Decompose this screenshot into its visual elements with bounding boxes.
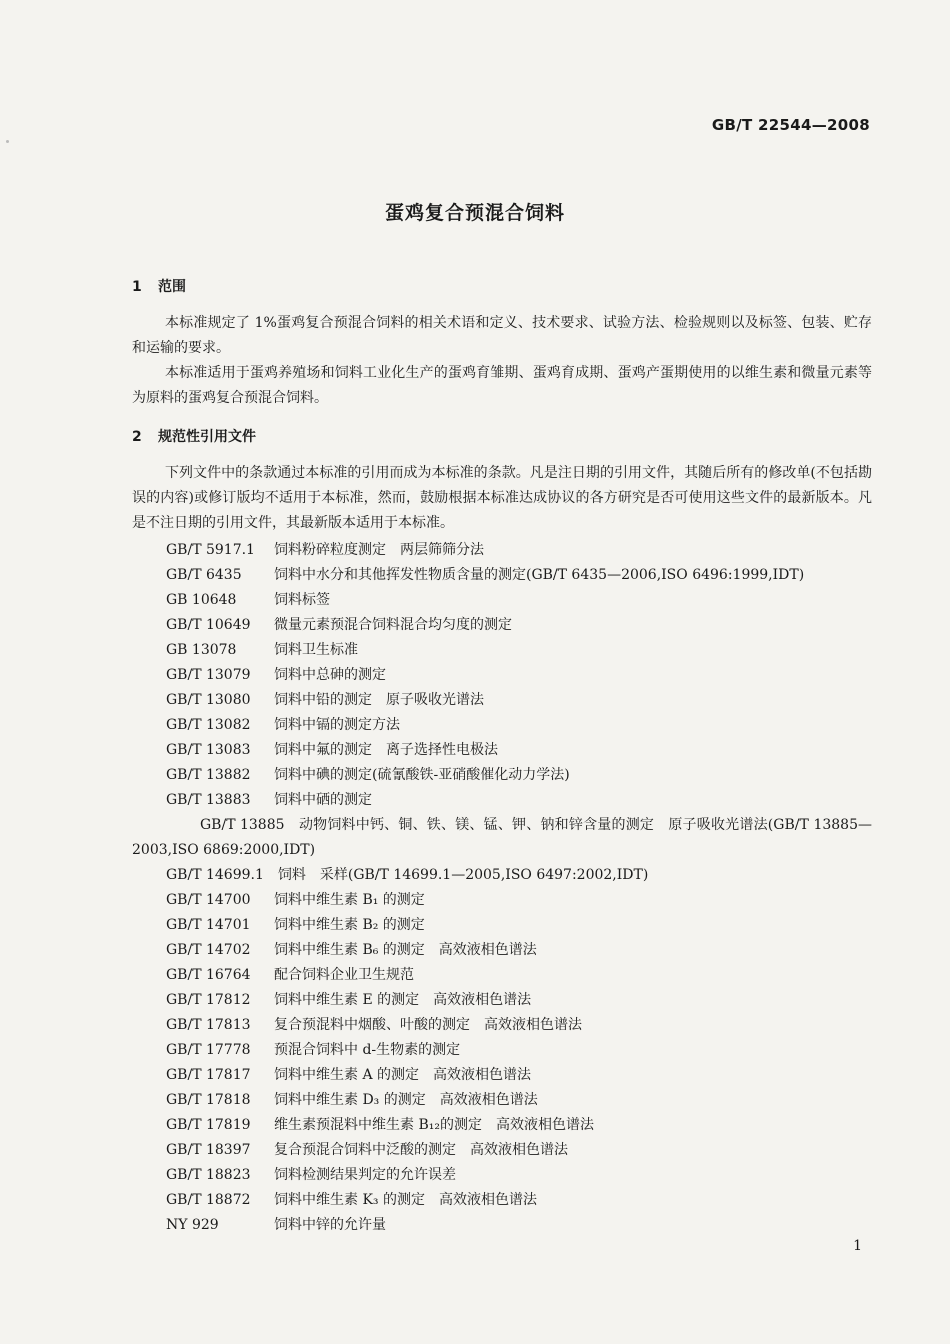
reference-item bbox=[166, 963, 876, 988]
reference-title: 饲料中维生素 B₁ 的测定 bbox=[274, 892, 425, 908]
reference-title: 饲料中硒的测定 bbox=[274, 792, 372, 808]
section-heading-1 bbox=[132, 276, 186, 296]
page-number: 1 bbox=[853, 1238, 862, 1254]
reference-code: GB/T 17819 bbox=[166, 1117, 251, 1133]
reference-item bbox=[166, 1013, 876, 1038]
reference-code: GB/T 13079 bbox=[166, 667, 251, 683]
reference-title: 微量元素预混合饲料混合均匀度的测定 bbox=[274, 617, 512, 633]
reference-code: GB/T 18823 bbox=[166, 1167, 251, 1183]
reference-code: GB/T 14701 bbox=[166, 917, 251, 933]
reference-code: GB/T 13082 bbox=[166, 717, 251, 733]
reference-code: GB/T 13882 bbox=[166, 767, 251, 783]
reference-code: GB/T 10649 bbox=[166, 617, 251, 633]
reference-title: 饲料中维生素 E 的测定 高效液相色谱法 bbox=[274, 992, 532, 1008]
reference-item bbox=[166, 888, 876, 913]
reference-code: GB/T 13883 bbox=[166, 792, 251, 808]
paragraph: 下列文件中的条款通过本标准的引用而成为本标准的条款。凡是注日期的引用文件，其随后所有的修改单(不包括勘误的内容)或修订版均不适用于本标准，然而，鼓励根据本标准达成协议的各方研究是否可使用这些文件的最新版本。凡是不注日期的引用文件，其最新版本适用于本标准。 bbox=[132, 465, 872, 531]
reference-code: GB/T 13080 bbox=[166, 692, 251, 708]
reference-title: 预混合饲料中 d-生物素的测定 bbox=[274, 1042, 461, 1058]
reference-title: 饲料中总砷的测定 bbox=[274, 667, 386, 683]
reference-item bbox=[166, 1088, 876, 1113]
scan-speck bbox=[6, 140, 9, 143]
document-title: 蛋鸡复合预混合饲料 bbox=[384, 202, 565, 224]
reference-item bbox=[166, 913, 876, 938]
reference-item bbox=[166, 763, 876, 788]
reference-title: 饲料卫生标准 bbox=[274, 642, 358, 658]
reference-item bbox=[166, 588, 876, 613]
reference-title: 饲料粉碎粒度测定 两层筛筛分法 bbox=[274, 542, 484, 558]
reference-title: 饲料标签 bbox=[274, 592, 330, 608]
reference-code: GB/T 13083 bbox=[166, 742, 251, 758]
reference-item bbox=[166, 663, 876, 688]
reference-code: GB/T 14699.1 bbox=[166, 867, 264, 883]
reference-title: 动物饲料中钙、铜、铁、镁、锰、钾、钠和锌含量的测定 原子吸收光谱法(GB/T 13885—2003,ISO 6869:2000,IDT) bbox=[132, 817, 872, 858]
reference-code: GB 13078 bbox=[166, 642, 237, 658]
reference-code: NY 929 bbox=[166, 1217, 219, 1233]
reference-title: 饲料中铅的测定 原子吸收光谱法 bbox=[274, 692, 484, 708]
reference-title: 饲料中维生素 D₃ 的测定 高效液相色谱法 bbox=[274, 1092, 538, 1108]
reference-code: GB/T 17812 bbox=[166, 992, 251, 1008]
reference-title: 维生素预混料中维生素 B₁₂的测定 高效液相色谱法 bbox=[274, 1117, 594, 1133]
section-number: 2 bbox=[132, 429, 142, 445]
reference-title: 饲料检测结果判定的允许误差 bbox=[274, 1167, 456, 1183]
reference-code: GB 10648 bbox=[166, 592, 237, 608]
reference-item bbox=[166, 788, 876, 813]
reference-title: 饲料中维生素 B₂ 的测定 bbox=[274, 917, 425, 933]
reference-code: GB/T 18397 bbox=[166, 1142, 251, 1158]
section-heading-2 bbox=[132, 426, 256, 446]
reference-item bbox=[166, 1113, 876, 1138]
reference-title: 复合预混合饲料中泛酸的测定 高效液相色谱法 bbox=[274, 1142, 568, 1158]
reference-item bbox=[166, 613, 876, 638]
reference-item bbox=[166, 688, 876, 713]
reference-code: GB/T 13885 bbox=[200, 817, 285, 833]
reference-item bbox=[166, 738, 876, 763]
reference-item bbox=[166, 563, 876, 588]
section-title: 范围 bbox=[158, 279, 186, 295]
section-number: 1 bbox=[132, 279, 142, 295]
reference-code: GB/T 17817 bbox=[166, 1067, 251, 1083]
reference-item bbox=[166, 1163, 876, 1188]
reference-code: GB/T 17813 bbox=[166, 1017, 251, 1033]
reference-item bbox=[166, 638, 876, 663]
reference-item bbox=[166, 938, 876, 963]
reference-code: GB/T 18872 bbox=[166, 1192, 251, 1208]
reference-title: 饲料中氟的测定 离子选择性电极法 bbox=[274, 742, 498, 758]
reference-title: 饲料中维生素 K₃ 的测定 高效液相色谱法 bbox=[274, 1192, 537, 1208]
reference-item bbox=[166, 538, 876, 563]
reference-title: 饲料中碘的测定(硫氰酸铁-亚硝酸催化动力学法) bbox=[274, 767, 570, 783]
reference-title: 饲料中锌的允许量 bbox=[274, 1217, 386, 1233]
reference-item bbox=[132, 813, 872, 863]
standard-number: GB/T 22544—2008 bbox=[711, 116, 870, 134]
paragraph: 本标准适用于蛋鸡养殖场和饲料工业化生产的蛋鸡育雏期、蛋鸡育成期、蛋鸡产蛋期使用的以维生素和微量元素等为原料的蛋鸡复合预混合饲料。 bbox=[132, 365, 872, 406]
section-title: 规范性引用文件 bbox=[158, 429, 256, 445]
reference-code: GB/T 17778 bbox=[166, 1042, 251, 1058]
reference-title: 饲料 采样(GB/T 14699.1—2005,ISO 6497:2002,IDT) bbox=[277, 867, 649, 883]
reference-code: GB/T 14702 bbox=[166, 942, 251, 958]
reference-item bbox=[166, 1188, 876, 1213]
reference-code: GB/T 6435 bbox=[166, 567, 242, 583]
reference-list bbox=[132, 538, 876, 1238]
reference-item bbox=[166, 1213, 876, 1238]
paragraph: 本标准规定了 1%蛋鸡复合预混合饲料的相关术语和定义、技术要求、试验方法、检验规则以及标签、包装、贮存和运输的要求。 bbox=[132, 315, 872, 356]
reference-item bbox=[166, 863, 876, 888]
reference-code: GB/T 16764 bbox=[166, 967, 251, 983]
reference-item bbox=[166, 1038, 876, 1063]
reference-item bbox=[166, 1138, 876, 1163]
reference-title: 饲料中维生素 A 的测定 高效液相色谱法 bbox=[274, 1067, 532, 1083]
reference-title: 复合预混料中烟酸、叶酸的测定 高效液相色谱法 bbox=[274, 1017, 582, 1033]
reference-item bbox=[166, 1063, 876, 1088]
reference-title: 配合饲料企业卫生规范 bbox=[274, 967, 414, 983]
reference-code: GB/T 5917.1 bbox=[166, 542, 255, 558]
reference-title: 饲料中维生素 B₆ 的测定 高效液相色谱法 bbox=[274, 942, 537, 958]
reference-title: 饲料中水分和其他挥发性物质含量的测定(GB/T 6435—2006,ISO 6496:1999,IDT) bbox=[274, 567, 805, 583]
reference-item bbox=[166, 988, 876, 1013]
reference-code: GB/T 14700 bbox=[166, 892, 251, 908]
reference-code: GB/T 17818 bbox=[166, 1092, 251, 1108]
reference-item bbox=[166, 713, 876, 738]
reference-title: 饲料中镉的测定方法 bbox=[274, 717, 400, 733]
